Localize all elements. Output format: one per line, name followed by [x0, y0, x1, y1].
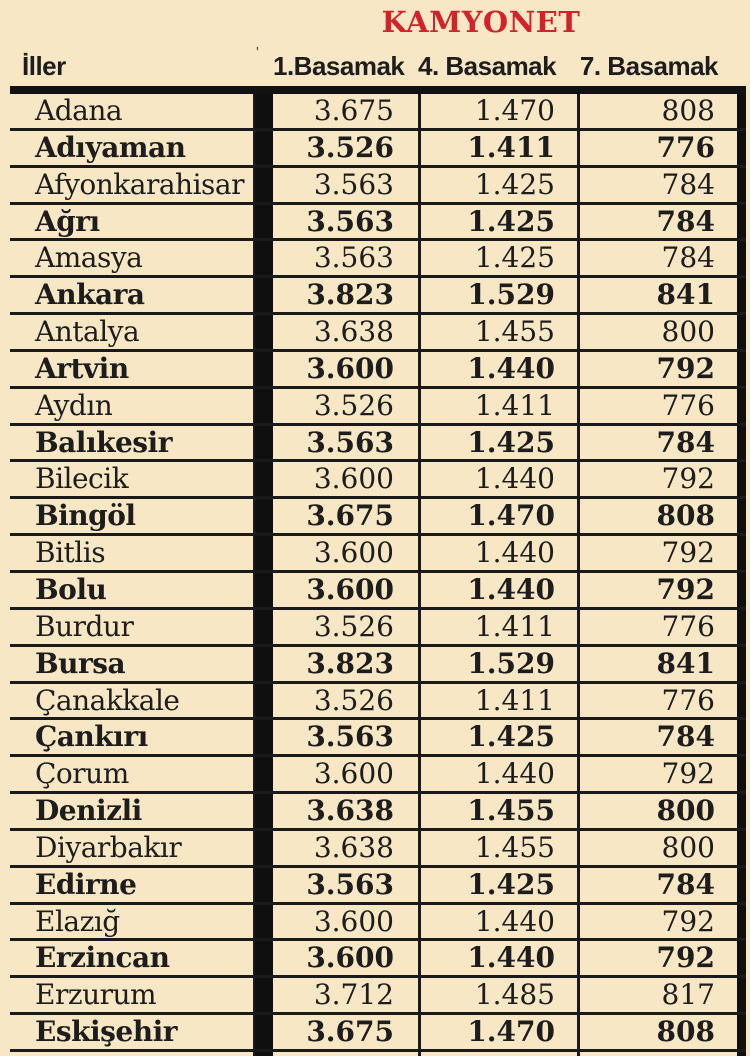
province-cell: Bursa [10, 647, 255, 681]
province-cell: Bitlis [10, 536, 255, 570]
basamak4-cell: 1.411 [418, 610, 577, 644]
divider-bar [255, 499, 273, 533]
basamak7-cell: 784 [577, 241, 746, 275]
basamak7-cell: 841 [577, 278, 746, 312]
basamak7-cell: 792 [577, 941, 746, 975]
basamak7-cell: 808 [577, 1015, 746, 1049]
table-row [10, 794, 746, 831]
basamak7-cell: 808 [577, 499, 746, 533]
divider-bar [255, 205, 273, 239]
table-row [10, 1052, 746, 1056]
basamak1-cell: 3.600 [313, 462, 394, 496]
table-row [10, 868, 746, 905]
table-row [10, 1015, 746, 1052]
province-cell: Erzincan [10, 941, 255, 975]
basamak7-cell [577, 1052, 746, 1056]
divider-bar [255, 978, 273, 1012]
stray-print-mark: ' [256, 44, 259, 61]
basamak7-cell: 792 [577, 536, 746, 570]
table-row [10, 684, 746, 721]
divider-bar [255, 426, 273, 460]
basamak4-cell: 1.470 [418, 1015, 577, 1049]
table-row [10, 610, 746, 647]
basamak1-cell: 3.600 [313, 904, 394, 938]
divider-bar [255, 389, 273, 423]
basamak4-cell: 1.425 [418, 868, 577, 902]
basamak4-cell [418, 1052, 577, 1056]
province-cell: Çanakkale [10, 684, 255, 718]
table-row [10, 941, 746, 978]
basamak7-cell: 776 [577, 131, 746, 165]
province-cell: Afyonkarahisar [10, 168, 255, 202]
province-cell: Amasya [10, 241, 255, 275]
basamak4-cell: 1.425 [418, 720, 577, 754]
basamak4-cell: 1.440 [418, 757, 577, 791]
table-row [10, 352, 746, 389]
basamak1-cell: 3.526 [313, 388, 394, 422]
province-cell: Antalya [10, 315, 255, 349]
province-cell: Ankara [10, 278, 255, 312]
basamak1-cell: 3.600 [306, 351, 394, 385]
province-cell: Bolu [10, 573, 255, 607]
divider-bar [255, 131, 273, 165]
basamak7-cell: 800 [577, 315, 746, 349]
basamak4-cell: 1.470 [418, 94, 577, 128]
basamak1-cell: 3.600 [306, 572, 394, 606]
basamak4-cell: 1.485 [418, 978, 577, 1012]
basamak4-cell: 1.440 [418, 462, 577, 496]
province-cell: Çorum [10, 757, 255, 791]
basamak1-cell: 3.638 [306, 794, 394, 828]
province-cell: Aydın [10, 389, 255, 423]
basamak1-cell: 3.526 [306, 130, 394, 164]
divider-bar [255, 573, 273, 607]
province-cell: Adıyaman [10, 131, 255, 165]
basamak1-cell: 3.563 [313, 167, 394, 201]
province-cell: Artvin [10, 352, 255, 386]
basamak4-cell: 1.411 [418, 389, 577, 423]
province-cell: Ağrı [10, 205, 255, 239]
basamak1-cell: 3.563 [313, 241, 394, 275]
basamak7-cell: 784 [577, 205, 746, 239]
basamak7-cell: 841 [577, 647, 746, 681]
basamak4-cell: 1.470 [418, 499, 577, 533]
basamak4-cell: 1.440 [418, 941, 577, 975]
table-row [10, 241, 746, 278]
page-title: KAMYONET [381, 5, 581, 39]
basamak4-cell: 1.440 [418, 573, 577, 607]
basamak7-cell: 800 [577, 831, 746, 865]
divider-bar [255, 684, 273, 718]
basamak4-cell: 1.440 [418, 536, 577, 570]
table-row [10, 831, 746, 868]
divider-bar [255, 1015, 273, 1049]
table-header-row [10, 42, 746, 86]
divider-bar [255, 610, 273, 644]
divider-bar [255, 794, 273, 828]
divider-bar [255, 536, 273, 570]
basamak1-cell: 3.526 [313, 609, 394, 643]
province-cell: Diyarbakır [10, 831, 255, 865]
basamak1-cell: 3.675 [306, 1015, 394, 1049]
table-row [10, 389, 746, 426]
basamak7-cell: 776 [577, 389, 746, 423]
basamak1-cell: 3.563 [306, 204, 394, 238]
basamak7-cell: 792 [577, 573, 746, 607]
province-cell: Bilecik [10, 462, 255, 496]
table-body [0, 94, 750, 1056]
table-row [10, 278, 746, 315]
province-cell: Bingöl [10, 499, 255, 533]
basamak1-cell: 3.823 [306, 278, 394, 312]
basamak4-cell: 1.411 [418, 684, 577, 718]
basamak4-cell: 1.425 [418, 426, 577, 460]
table-row [10, 647, 746, 684]
table-row [10, 573, 746, 610]
province-cell: Burdur [10, 610, 255, 644]
table-row [10, 499, 746, 536]
basamak1-cell: 3.563 [306, 720, 394, 754]
basamak7-cell: 784 [577, 868, 746, 902]
divider-bar [255, 94, 273, 128]
table-row [10, 757, 746, 794]
basamak4-cell: 1.455 [418, 794, 577, 828]
basamak1-cell: 3.600 [313, 757, 394, 791]
basamak1-cell: 3.638 [313, 315, 394, 349]
basamak4-cell: 1.529 [418, 647, 577, 681]
basamak7-cell: 776 [577, 684, 746, 718]
table-row [10, 168, 746, 205]
header-provinces: İller [22, 51, 66, 81]
basamak7-cell: 784 [577, 426, 746, 460]
divider-bar [255, 831, 273, 865]
table-row [10, 131, 746, 168]
header-basamak4: 4. Basamak [418, 51, 557, 81]
province-cell: Adana [10, 94, 255, 128]
divider-bar [255, 647, 273, 681]
basamak7-cell: 817 [577, 978, 746, 1012]
basamak7-cell: 792 [577, 462, 746, 496]
province-cell: Elazığ [10, 905, 255, 939]
basamak7-cell: 792 [577, 757, 746, 791]
divider-bar [255, 352, 273, 386]
province-cell: Edirne [10, 868, 255, 902]
table-row [10, 536, 746, 573]
table-row [10, 978, 746, 1015]
divider-bar [255, 1052, 273, 1056]
basamak1-cell: 3.563 [306, 867, 394, 901]
basamak4-cell: 1.455 [418, 831, 577, 865]
basamak4-cell: 1.440 [418, 352, 577, 386]
divider-bar [255, 462, 273, 496]
basamak1-cell: 3.675 [313, 94, 394, 127]
basamak7-cell: 800 [577, 794, 746, 828]
province-cell: Denizli [10, 794, 255, 828]
table-row [10, 205, 746, 242]
basamak7-cell: 784 [577, 168, 746, 202]
basamak4-cell: 1.425 [418, 168, 577, 202]
basamak1-cell: 3.600 [306, 941, 394, 975]
table-row [10, 905, 746, 942]
table-row [10, 462, 746, 499]
divider-bar [255, 168, 273, 202]
basamak1-cell [273, 1052, 418, 1056]
divider-bar [255, 941, 273, 975]
divider-bar [255, 905, 273, 939]
basamak7-cell: 808 [577, 94, 746, 128]
basamak4-cell: 1.440 [418, 905, 577, 939]
basamak1-cell: 3.563 [306, 425, 394, 459]
basamak1-cell: 3.712 [313, 978, 394, 1012]
basamak7-cell: 784 [577, 720, 746, 754]
basamak1-cell: 3.823 [306, 646, 394, 680]
table-row [10, 720, 746, 757]
basamak7-cell: 792 [577, 905, 746, 939]
basamak4-cell: 1.425 [418, 205, 577, 239]
divider-bar [255, 278, 273, 312]
divider-bar [255, 720, 273, 754]
basamak4-cell: 1.411 [418, 131, 577, 165]
basamak1-cell: 3.600 [313, 536, 394, 570]
province-cell: Eskişehir [10, 1015, 255, 1049]
divider-bar [255, 241, 273, 275]
table-row [10, 94, 746, 131]
basamak1-cell: 3.526 [313, 683, 394, 717]
basamak4-cell: 1.425 [418, 241, 577, 275]
basamak7-cell: 776 [577, 610, 746, 644]
province-cell: Çankırı [10, 720, 255, 754]
basamak1-cell: 3.675 [306, 499, 394, 533]
province-cell: Balıkesir [10, 426, 255, 460]
header-basamak7: 7. Basamak [579, 51, 718, 81]
basamak1-cell: 3.638 [313, 830, 394, 864]
basamak7-cell: 792 [577, 352, 746, 386]
divider-bar [255, 315, 273, 349]
basamak4-cell: 1.455 [418, 315, 577, 349]
table-row [10, 315, 746, 352]
divider-bar [255, 868, 273, 902]
divider-bar [255, 757, 273, 791]
province-cell [10, 1052, 255, 1056]
table-row [10, 426, 746, 463]
header-basamak1: 1.Basamak [273, 51, 405, 81]
basamak4-cell: 1.529 [418, 278, 577, 312]
province-cell: Erzurum [10, 978, 255, 1012]
